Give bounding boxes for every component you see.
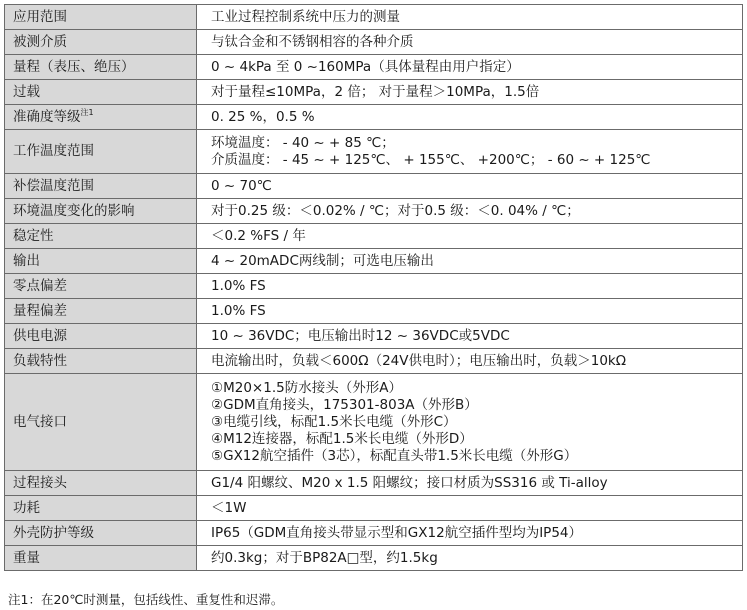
table-row (5, 249, 743, 274)
row-value (197, 374, 743, 471)
footnote-marker: 注1 (80, 107, 94, 117)
row-value: 0. 25 %，0.5 % (197, 105, 743, 130)
table-row (5, 471, 743, 496)
row-value: 1.0% FS (197, 299, 743, 324)
row-value: G1/4 阳螺纹、M20 x 1.5 阳螺纹；接口材质为SS316 或 Ti-alloy (197, 471, 743, 496)
table-row (5, 80, 743, 105)
table-row (5, 55, 743, 80)
row-value: 对于0.25 级：＜0.02% / ℃；对于0.5 级：＜0. 04% / ℃； (197, 199, 743, 224)
row-label: 环境温度变化的影响 (5, 199, 197, 224)
row-label: 量程偏差 (5, 299, 197, 324)
row-label: 零点偏差 (5, 274, 197, 299)
row-label (5, 105, 197, 130)
row-label: 工作温度范围 (5, 130, 197, 174)
row-value: 1.0% FS (197, 274, 743, 299)
row-value: 约0.3kg；对于BP82A□型，约1.5kg (197, 546, 743, 571)
row-label: 外壳防护等级 (5, 521, 197, 546)
spec-table (4, 4, 743, 571)
table-row (5, 130, 743, 174)
value-line: 环境温度： - 40 ~ + 85 ℃； (211, 134, 395, 151)
row-label: 负载特性 (5, 349, 197, 374)
value-line: ⑤GX12航空插件（3芯），标配直头带1.5米长电缆（外形G） (211, 447, 578, 464)
table-row (5, 299, 743, 324)
table-row (5, 324, 743, 349)
row-label: 量程（表压、绝压） (5, 55, 197, 80)
row-label: 重量 (5, 546, 197, 571)
value-line: ②GDM直角接头，175301-803A（外形B） (211, 396, 478, 413)
table-row (5, 224, 743, 249)
value-line: ①M20×1.5防水接头（外形A） (211, 379, 402, 396)
row-label: 稳定性 (5, 224, 197, 249)
table-row (5, 199, 743, 224)
label-text: 准确度等级 (13, 108, 81, 125)
row-value: 与钛合金和不锈钢相容的各种介质 (197, 30, 743, 55)
value-line: ③电缆引线，标配1.5米长电缆（外形C） (211, 413, 457, 430)
table-row (5, 521, 743, 546)
row-label: 功耗 (5, 496, 197, 521)
table-row (5, 30, 743, 55)
row-value: ＜0.2 %FS / 年 (197, 224, 743, 249)
table-row (5, 5, 743, 30)
row-label: 补偿温度范围 (5, 174, 197, 199)
row-label: 被测介质 (5, 30, 197, 55)
value-line: ④M12连接器，标配1.5米长电缆（外形D） (211, 430, 473, 447)
row-value: ＜1W (197, 496, 743, 521)
row-value: 对于量程≤10MPa，2 倍； 对于量程＞10MPa，1.5倍 (197, 80, 743, 105)
row-value: 0 ~ 4kPa 至 0 ~160MPa（具体量程由用户指定） (197, 55, 743, 80)
row-label: 过载 (5, 80, 197, 105)
row-label: 电气接口 (5, 374, 197, 471)
row-value: 4 ~ 20mADC两线制；可选电压输出 (197, 249, 743, 274)
row-value: 10 ~ 36VDC；电压输出时12 ~ 36VDC或5VDC (197, 324, 743, 349)
table-row (5, 174, 743, 199)
table-row (5, 374, 743, 471)
row-value: 电流输出时，负载＜600Ω（24V供电时）；电压输出时，负载＞10kΩ (197, 349, 743, 374)
table-row (5, 105, 743, 130)
row-label: 过程接头 (5, 471, 197, 496)
value-line: 介质温度： - 45 ~ + 125℃、 + 155℃、 +200℃； - 60 ~ + 125℃ (211, 151, 651, 168)
row-value: 0 ~ 70℃ (197, 174, 743, 199)
row-value: 工业过程控制系统中压力的测量 (197, 5, 743, 30)
row-label: 供电电源 (5, 324, 197, 349)
table-row (5, 349, 743, 374)
footnote: 注1：在20℃时测量，包括线性、重复性和迟滞。 (8, 592, 284, 607)
row-value (197, 130, 743, 174)
row-label: 应用范围 (5, 5, 197, 30)
table-row (5, 274, 743, 299)
table-row (5, 546, 743, 571)
row-label: 输出 (5, 249, 197, 274)
row-value: IP65（GDM直角接头带显示型和GX12航空插件型均为IP54） (197, 521, 743, 546)
table-row (5, 496, 743, 521)
